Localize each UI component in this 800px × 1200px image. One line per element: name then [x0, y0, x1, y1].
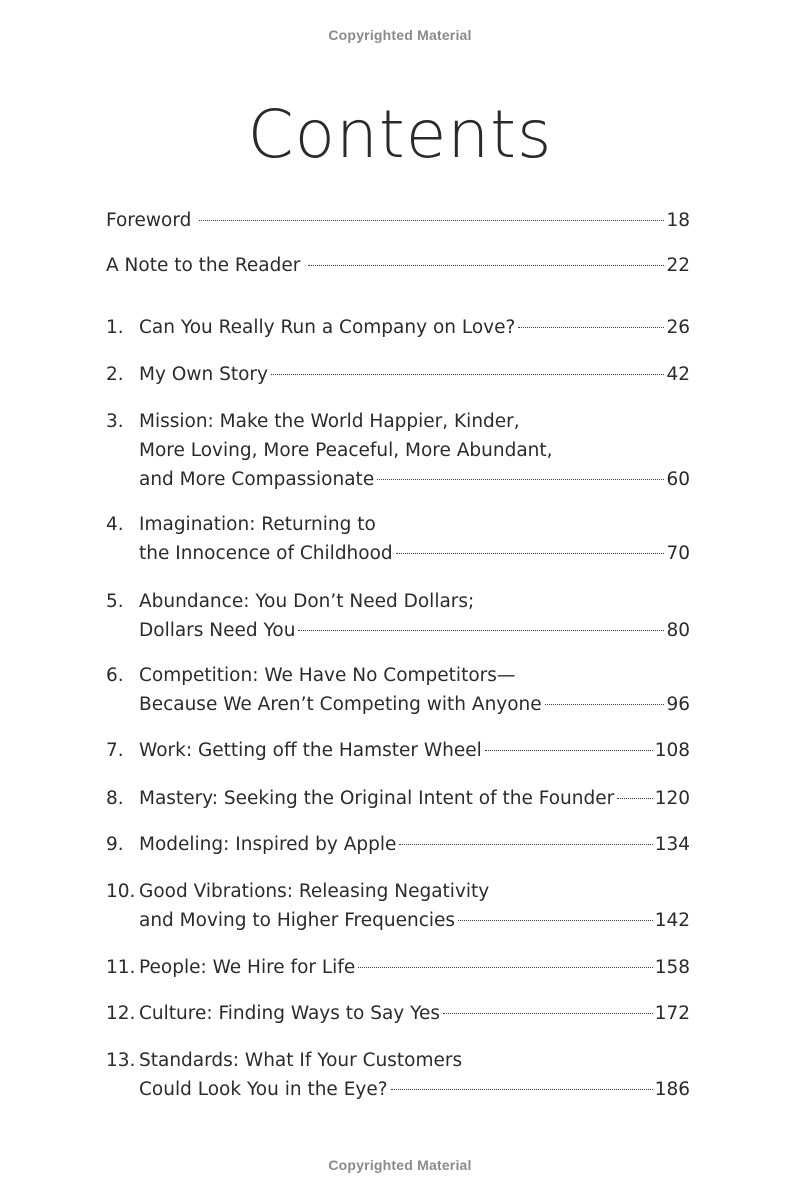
toc-entry-line	[106, 661, 690, 690]
chapter-title-line: People: We Hire for Life	[139, 957, 356, 978]
chapter-title-line: Dollars Need You	[139, 620, 296, 641]
toc-entry-line	[106, 313, 690, 342]
dot-leader	[396, 553, 665, 554]
dot-leader	[308, 265, 664, 266]
chapter-title-line: and More Compassionate	[139, 469, 375, 490]
chapter-number: 3.	[106, 411, 124, 432]
toc-entry-line	[106, 1046, 690, 1075]
chapter-title-line: Modeling: Inspired by Apple	[139, 834, 397, 855]
toc-page-number: 172	[654, 1003, 690, 1024]
chapter-title-line: Work: Getting off the Hamster Wheel	[139, 740, 482, 761]
dot-leader	[518, 327, 664, 328]
chapter-title-line: Mastery: Seeking the Original Intent of the Founder	[139, 788, 615, 809]
toc-chapter-entry[interactable]	[106, 784, 690, 813]
chapter-title-line: Competition: We Have No Competitors—	[139, 665, 516, 686]
toc-entry-line	[106, 690, 690, 719]
toc-entry-line	[106, 206, 690, 235]
dot-leader	[443, 1013, 653, 1014]
toc-page-number: 186	[654, 1079, 690, 1100]
toc-page-number: 70	[666, 543, 690, 564]
toc-page-number: 158	[654, 957, 690, 978]
chapter-title-line: Could Look You in the Eye?	[139, 1079, 388, 1100]
chapter-number: 13.	[106, 1050, 136, 1071]
chapter-title-line: Abundance: You Don’t Need Dollars;	[139, 591, 475, 612]
chapter-title-line: Culture: Finding Ways to Say Yes	[139, 1003, 440, 1024]
toc-page-number: 60	[666, 469, 690, 490]
toc-entry-title: A Note to the Reader	[106, 255, 301, 276]
dot-leader	[271, 374, 664, 375]
toc-entry-line	[106, 736, 690, 765]
toc-page-number: 22	[666, 255, 690, 276]
dot-leader	[358, 967, 652, 968]
toc-page-number: 80	[666, 620, 690, 641]
toc-page-number: 42	[666, 364, 690, 385]
toc-entry-line	[106, 953, 690, 982]
chapter-title-line: and Moving to Higher Frequencies	[139, 910, 456, 931]
chapter-number: 8.	[106, 788, 124, 809]
dot-leader	[617, 798, 652, 799]
toc-entry-line	[106, 830, 690, 859]
toc-chapter-entry[interactable]	[106, 407, 690, 494]
chapter-title-line: Standards: What If Your Customers	[139, 1050, 463, 1071]
toc-page-number: 120	[654, 788, 690, 809]
dot-leader	[377, 479, 664, 480]
toc-entry[interactable]	[106, 206, 690, 235]
chapter-title-line: More Loving, More Peaceful, More Abundant,	[139, 440, 553, 461]
chapter-number: 4.	[106, 514, 124, 535]
toc-entry-title: Foreword	[106, 210, 192, 231]
chapter-title-line: Imagination: Returning to	[139, 514, 376, 535]
toc-page-number: 108	[654, 740, 690, 761]
toc-entry-line	[106, 784, 690, 813]
dot-leader	[485, 750, 653, 751]
toc-chapter-entry[interactable]	[106, 587, 690, 645]
chapter-title-line: Can You Really Run a Company on Love?	[139, 317, 516, 338]
chapter-number: 2.	[106, 364, 124, 385]
chapter-title-line: the Innocence of Childhood	[139, 543, 393, 564]
chapter-number: 6.	[106, 665, 124, 686]
copyright-watermark-bottom: Copyrighted Material	[328, 1157, 472, 1173]
toc-chapter-entry[interactable]	[106, 313, 690, 342]
toc-entry-line	[106, 251, 690, 280]
toc-entry-line	[106, 360, 690, 389]
toc-chapter-entry[interactable]	[106, 1046, 690, 1104]
chapter-number: 9.	[106, 834, 124, 855]
dot-leader	[545, 704, 665, 705]
toc-entry-line	[106, 616, 690, 645]
chapter-title-line: My Own Story	[139, 364, 268, 385]
toc-page-number: 142	[654, 910, 690, 931]
chapter-number: 7.	[106, 740, 124, 761]
chapter-number: 10.	[106, 881, 136, 902]
toc-page-number: 96	[666, 694, 690, 715]
chapter-number: 5.	[106, 591, 124, 612]
toc-page-number: 18	[666, 210, 690, 231]
toc-entry-line	[106, 906, 690, 935]
toc-chapter-entry[interactable]	[106, 830, 690, 859]
dot-leader	[458, 920, 653, 921]
toc-entry-line	[106, 539, 690, 568]
toc-entry-line	[106, 1075, 690, 1104]
page-title: Contents	[247, 96, 553, 173]
toc-entry-line	[106, 465, 690, 494]
toc-chapter-entry[interactable]	[106, 510, 690, 568]
toc-entry[interactable]	[106, 251, 690, 280]
chapter-number: 11.	[106, 957, 136, 978]
chapter-number: 12.	[106, 1003, 136, 1024]
toc-chapter-entry[interactable]	[106, 661, 690, 719]
chapter-title-line: Mission: Make the World Happier, Kinder,	[139, 411, 520, 432]
toc-entry-line	[106, 877, 690, 906]
toc-entry-line	[106, 407, 690, 436]
toc-page-number: 134	[654, 834, 690, 855]
toc-entry-line	[106, 587, 690, 616]
chapter-title-line: Good Vibrations: Releasing Negativity	[139, 881, 490, 902]
toc-chapter-entry[interactable]	[106, 999, 690, 1028]
toc-chapter-entry[interactable]	[106, 360, 690, 389]
toc-chapter-entry[interactable]	[106, 877, 690, 935]
dot-leader	[199, 220, 664, 221]
dot-leader	[391, 1089, 653, 1090]
chapter-title-line: Because We Aren’t Competing with Anyone	[139, 694, 542, 715]
toc-entry-line	[106, 436, 690, 465]
toc-chapter-entry[interactable]	[106, 736, 690, 765]
dot-leader	[399, 844, 652, 845]
toc-page-number: 26	[666, 317, 690, 338]
toc-entry-line	[106, 999, 690, 1028]
toc-chapter-entry[interactable]	[106, 953, 690, 982]
dot-leader	[298, 630, 664, 631]
toc-entry-line	[106, 510, 690, 539]
copyright-watermark-top: Copyrighted Material	[328, 27, 472, 43]
chapter-number: 1.	[106, 317, 124, 338]
